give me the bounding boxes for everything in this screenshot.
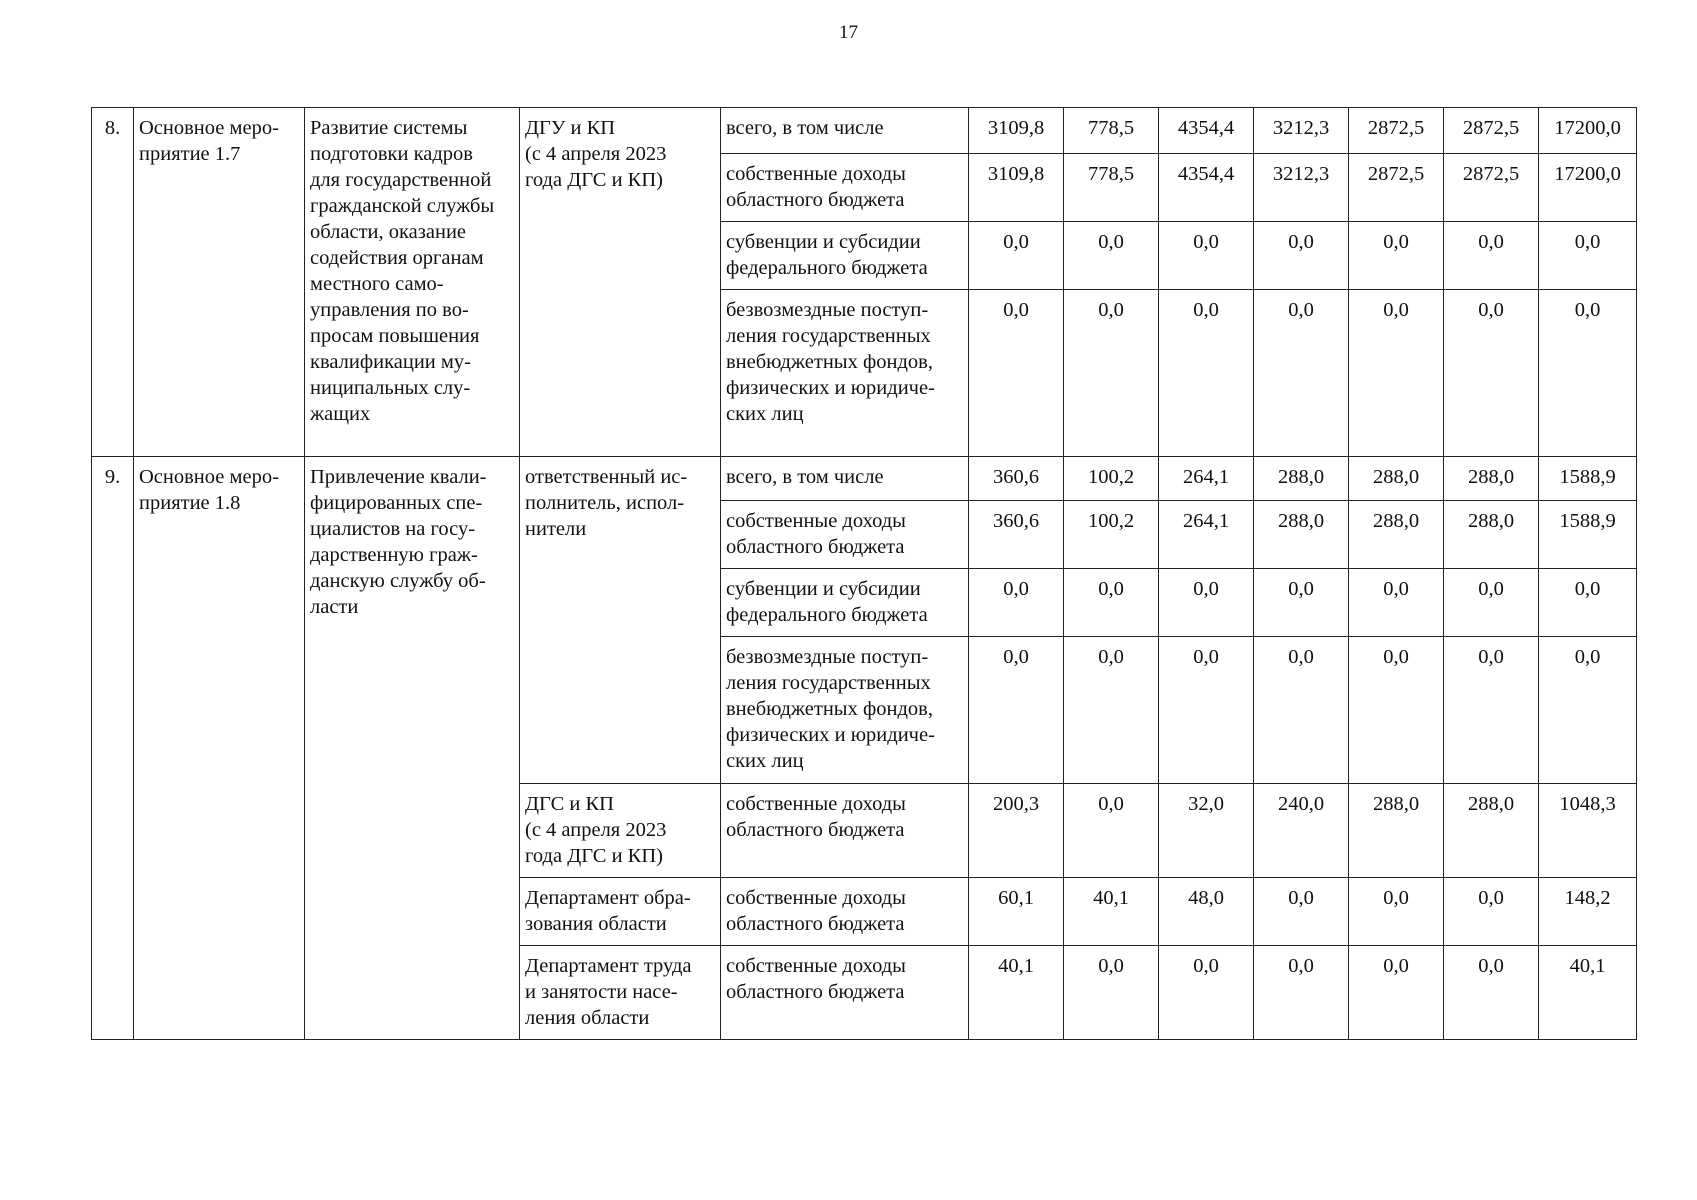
value-cell: 2872,5 <box>1444 108 1539 154</box>
value-cell: 0,0 <box>1254 878 1349 946</box>
value-cell: 0,0 <box>1159 222 1254 290</box>
total-cell: 40,1 <box>1539 946 1637 1040</box>
value-cell: 0,0 <box>1064 290 1159 457</box>
row-number: 9. <box>92 457 134 1040</box>
value-cell: 0,0 <box>1064 222 1159 290</box>
executor-name: ДГС и КП (с 4 апреля 2023 года ДГС и КП) <box>520 784 721 878</box>
value-cell: 288,0 <box>1349 501 1444 569</box>
value-cell: 3212,3 <box>1254 108 1349 154</box>
value-cell: 32,0 <box>1159 784 1254 878</box>
measure-name: Основное меро- приятие 1.8 <box>134 457 305 1040</box>
total-cell: 148,2 <box>1539 878 1637 946</box>
value-cell: 0,0 <box>1444 222 1539 290</box>
value-cell: 0,0 <box>1159 637 1254 784</box>
value-cell: 0,0 <box>1159 290 1254 457</box>
funding-source: безвозмездные поступ- ления государственных внебюджетных фондов, физических и юридиче- ских лиц <box>721 637 969 784</box>
value-cell: 3212,3 <box>1254 154 1349 222</box>
total-cell: 1588,9 <box>1539 457 1637 501</box>
value-cell: 0,0 <box>1349 222 1444 290</box>
value-cell: 100,2 <box>1064 501 1159 569</box>
value-cell: 288,0 <box>1444 501 1539 569</box>
total-cell: 0,0 <box>1539 290 1637 457</box>
row-number: 8. <box>92 108 134 457</box>
value-cell: 0,0 <box>1444 878 1539 946</box>
total-cell: 1048,3 <box>1539 784 1637 878</box>
value-cell: 0,0 <box>1444 569 1539 637</box>
value-cell: 360,6 <box>969 501 1064 569</box>
value-cell: 288,0 <box>1444 457 1539 501</box>
value-cell: 2872,5 <box>1444 154 1539 222</box>
executor-name: Департамент обра- зования области <box>520 878 721 946</box>
value-cell: 0,0 <box>1349 946 1444 1040</box>
value-cell: 778,5 <box>1064 108 1159 154</box>
value-cell: 360,6 <box>969 457 1064 501</box>
total-cell: 1588,9 <box>1539 501 1637 569</box>
value-cell: 0,0 <box>969 290 1064 457</box>
value-cell: 0,0 <box>1349 569 1444 637</box>
value-cell: 288,0 <box>1444 784 1539 878</box>
value-cell: 0,0 <box>1064 946 1159 1040</box>
funding-source: субвенции и субсидии федерального бюджета <box>721 222 969 290</box>
value-cell: 0,0 <box>1254 946 1349 1040</box>
funding-source: всего, в том числе <box>721 457 969 501</box>
value-cell: 0,0 <box>1444 946 1539 1040</box>
value-cell: 264,1 <box>1159 501 1254 569</box>
value-cell: 40,1 <box>1064 878 1159 946</box>
funding-source: субвенции и субсидии федерального бюджета <box>721 569 969 637</box>
value-cell: 0,0 <box>1064 637 1159 784</box>
value-cell: 0,0 <box>1254 290 1349 457</box>
value-cell: 3109,8 <box>969 154 1064 222</box>
value-cell: 2872,5 <box>1349 108 1444 154</box>
total-cell: 0,0 <box>1539 222 1637 290</box>
value-cell: 288,0 <box>1254 457 1349 501</box>
value-cell: 288,0 <box>1349 457 1444 501</box>
value-cell: 4354,4 <box>1159 154 1254 222</box>
page-number: 17 <box>839 22 858 43</box>
value-cell: 2872,5 <box>1349 154 1444 222</box>
funding-source: собственные доходы областного бюджета <box>721 946 969 1040</box>
value-cell: 3109,8 <box>969 108 1064 154</box>
total-cell: 17200,0 <box>1539 154 1637 222</box>
value-cell: 100,2 <box>1064 457 1159 501</box>
value-cell: 0,0 <box>1159 946 1254 1040</box>
value-cell: 0,0 <box>1064 784 1159 878</box>
value-cell: 0,0 <box>1254 637 1349 784</box>
value-cell: 264,1 <box>1159 457 1254 501</box>
value-cell: 0,0 <box>969 637 1064 784</box>
value-cell: 0,0 <box>1444 637 1539 784</box>
value-cell: 240,0 <box>1254 784 1349 878</box>
total-cell: 17200,0 <box>1539 108 1637 154</box>
value-cell: 0,0 <box>1349 878 1444 946</box>
measure-description: Привлечение квали- фицированных спе- циалистов на госу- дарственную граж- данскую службу об- ласти <box>305 457 520 1040</box>
value-cell: 40,1 <box>969 946 1064 1040</box>
table-row <box>92 108 1637 154</box>
value-cell: 0,0 <box>969 222 1064 290</box>
funding-source: собственные доходы областного бюджета <box>721 154 969 222</box>
value-cell: 4354,4 <box>1159 108 1254 154</box>
financing-table <box>91 107 1637 1040</box>
value-cell: 0,0 <box>1254 569 1349 637</box>
value-cell: 0,0 <box>1349 290 1444 457</box>
funding-source: собственные доходы областного бюджета <box>721 784 969 878</box>
value-cell: 0,0 <box>969 569 1064 637</box>
value-cell: 0,0 <box>1444 290 1539 457</box>
executor-name: ДГУ и КП (с 4 апреля 2023 года ДГС и КП) <box>520 108 721 457</box>
measure-description: Развитие системы подготовки кадров для государственной гражданской службы области, оказание содействия органам местного само- управления по во- просам повышения квалификации му- ниципальных слу- жащих <box>305 108 520 457</box>
value-cell: 288,0 <box>1349 784 1444 878</box>
funding-source: всего, в том числе <box>721 108 969 154</box>
value-cell: 288,0 <box>1254 501 1349 569</box>
total-cell: 0,0 <box>1539 637 1637 784</box>
value-cell: 200,3 <box>969 784 1064 878</box>
value-cell: 48,0 <box>1159 878 1254 946</box>
executor-name: Департамент труда и занятости насе- ления области <box>520 946 721 1040</box>
total-cell: 0,0 <box>1539 569 1637 637</box>
funding-source: собственные доходы областного бюджета <box>721 501 969 569</box>
value-cell: 0,0 <box>1349 637 1444 784</box>
value-cell: 0,0 <box>1159 569 1254 637</box>
table-row <box>92 457 1637 501</box>
value-cell: 0,0 <box>1064 569 1159 637</box>
value-cell: 60,1 <box>969 878 1064 946</box>
value-cell: 778,5 <box>1064 154 1159 222</box>
executor-name: ответственный ис- полнитель, испол- нители <box>520 457 721 784</box>
funding-source: безвозмездные поступ- ления государственных внебюджетных фондов, физических и юридиче- ских лиц <box>721 290 969 457</box>
table-body <box>92 108 1637 1040</box>
funding-source: собственные доходы областного бюджета <box>721 878 969 946</box>
measure-name: Основное меро- приятие 1.7 <box>134 108 305 457</box>
value-cell: 0,0 <box>1254 222 1349 290</box>
